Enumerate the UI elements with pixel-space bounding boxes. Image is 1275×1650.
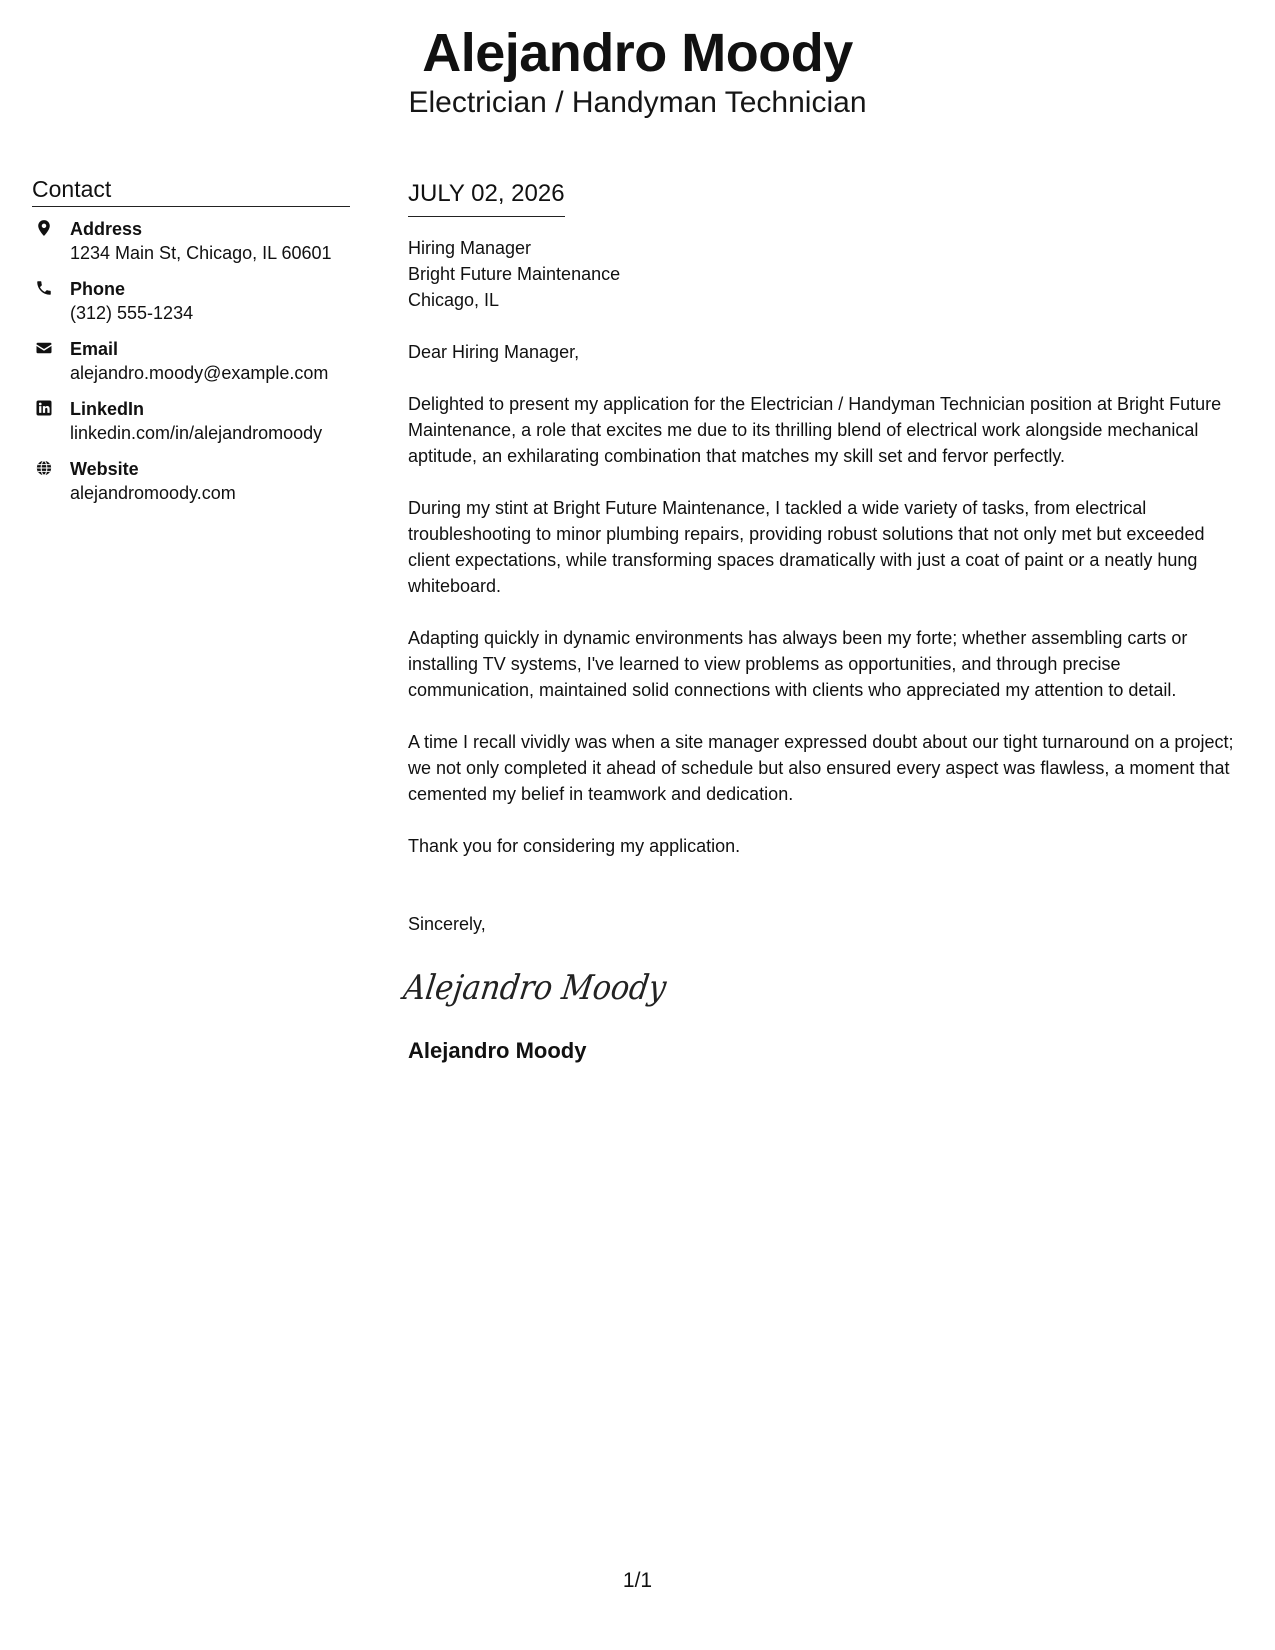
recipient-block [408,235,1250,313]
globe-icon [35,459,53,477]
linkedin-icon [35,399,53,417]
contact-item-website [32,457,350,506]
page-indicator: 1/1 [622,1569,653,1592]
contact-item-address [32,217,350,266]
contact-item-linkedin [32,397,350,446]
phone-value: (312) 555-1234 [70,303,194,323]
body-paragraph: Thank you for considering my application. [408,836,741,856]
contact-label: LinkedIn [70,399,145,419]
website-value[interactable]: alejandromoody.com [70,483,236,503]
letter-body [401,178,1250,1066]
map-pin-icon [35,219,53,237]
contact-item-phone [32,277,350,326]
signature-text: Alejandro Moody [401,968,701,1008]
contact-label: Email [70,339,119,359]
salutation: Dear Hiring Manager, [408,342,580,362]
contact-label: Website [70,459,139,479]
body-paragraph: Adapting quickly in dynamic environments has always been my forte; whether assembling carts or installing TV systems, I've learned to view problems as opportunities, and through precise communication, maintained solid connections with clients who appreciated my attention to detail. [408,628,1188,700]
applicant-title: Electrician / Handyman Technician [408,86,867,119]
applicant-name: Alejandro Moody [422,23,853,83]
recipient-line: Chicago, IL [408,290,500,310]
body-paragraph: Delighted to present my application for the Electrician / Handyman Technician position at Bright Future Maintenance, a role that excites me due to its thrilling blend of electrical work alongside mechanical aptitude, an exhilarating combination that matches my skill set and fervor perfectly. [408,394,1222,466]
signature-image [401,959,701,1015]
contact-section-title: Contact [32,174,350,207]
contact-sidebar [32,174,350,517]
body-paragraph: A time I recall vividly was when a site manager expressed doubt about our tight turnaround on a project; we not only completed it ahead of schedule but also ensured every aspect was flawless, a moment that cemented my belief in teamwork and dedication. [408,732,1234,804]
linkedin-value[interactable]: linkedin.com/in/alejandromoody [70,423,323,443]
recipient-line: Bright Future Maintenance [408,264,621,284]
phone-icon [35,279,53,297]
envelope-icon [35,339,53,357]
contact-label: Address [70,219,143,239]
email-value[interactable]: alejandro.moody@example.com [70,363,329,383]
letter-date: JULY 02, 2026 [408,178,565,217]
contact-item-email [32,337,350,386]
address-value: 1234 Main St, Chicago, IL 60601 [70,243,332,263]
recipient-line: Hiring Manager [408,238,532,258]
contact-list [32,217,350,506]
letter-header [0,22,1275,122]
signed-name: Alejandro Moody [408,1038,587,1063]
contact-label: Phone [70,279,126,299]
body-paragraph: During my stint at Bright Future Maintenance, I tackled a wide variety of tasks, from electrical troubleshooting to minor plumbing repairs, providing robust solutions that not only met but exceeded client expectations, while transforming spaces dramatically with just a coat of paint or a neatly hung whiteboard. [408,498,1205,596]
closing: Sincerely, [408,914,486,934]
